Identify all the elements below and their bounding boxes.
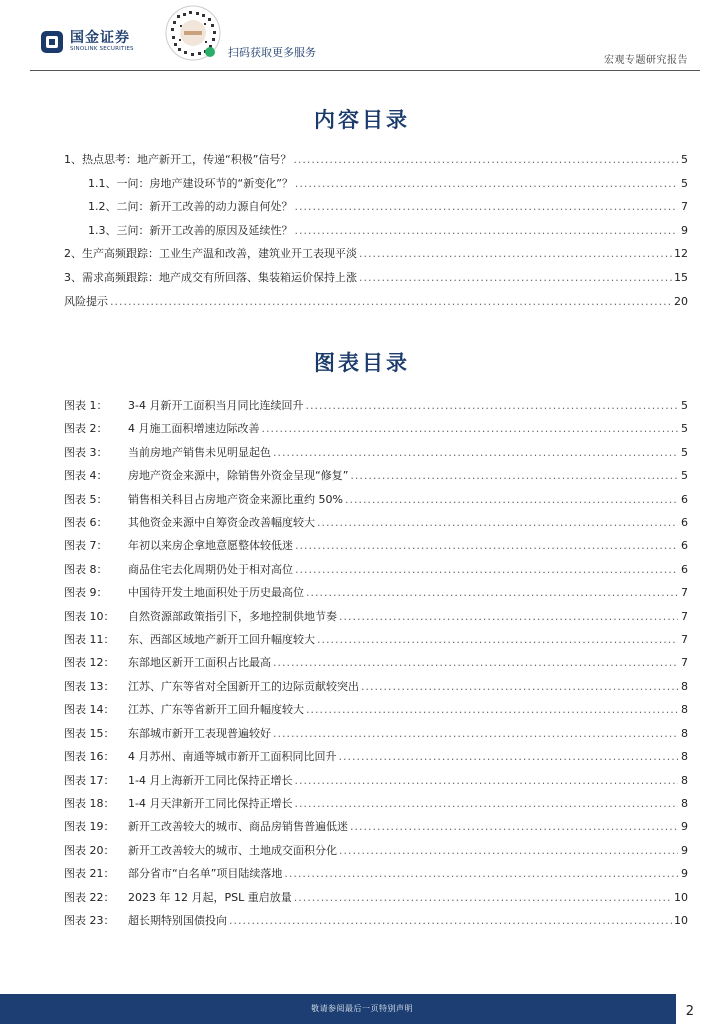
figures-entry-number: 图表 3： [64, 445, 108, 459]
figures-entry-text: 中国待开发土地面积处于历史最高位 [128, 586, 304, 600]
figures-entry-label [64, 581, 304, 604]
dot-leader [295, 195, 679, 219]
contents-entry-label: 1.2、二问：新开工改善的动力源自何处？ [88, 200, 293, 214]
figures-entry-label [64, 441, 271, 464]
figures-entry-text: 2023 年 12 月起，PSL 重启放量 [128, 890, 292, 904]
figures-entry-text: 超长期特别国债投向 [128, 913, 227, 927]
figures-entry-text: 其他资金来源中自筹资金改善幅度较大 [128, 516, 315, 530]
logo-mark-icon [40, 30, 64, 54]
figures-entry-text: 4 月施工面积增速边际改善 [128, 422, 260, 436]
figures-entry-text: 3-4 月新开工面积当月同比连续回升 [128, 399, 304, 412]
figures-entry[interactable] [64, 488, 688, 511]
figures-entry-label [64, 909, 227, 932]
figures-entry-number: 图表 23： [64, 913, 115, 927]
figures-entry-number: 图表 6： [64, 516, 108, 530]
figures-entry-label [64, 698, 304, 721]
figures-entry-number: 图表 20： [64, 843, 115, 857]
dot-leader [317, 628, 678, 651]
contents-entry[interactable] [64, 266, 688, 290]
figures-entry-text: 房地产资金来源中，除销售外资金呈现“修复” [128, 469, 349, 483]
figures-entry-label [64, 886, 292, 909]
figures-entry-text: 新开工改善较大的城市、土地成交面积分化 [128, 843, 337, 857]
figures-entry-label [64, 862, 282, 885]
figures-entry-page: 9 [681, 867, 688, 881]
figures-title: 图表目录 [314, 351, 410, 375]
dot-leader [294, 886, 672, 909]
figures-entry-text: 1-4 月上海新开工同比保持正增长 [128, 773, 293, 787]
figures-entry-label [64, 769, 292, 792]
contents-entry-page: 5 [681, 176, 688, 190]
dot-leader [339, 605, 678, 628]
figures-entry-text: 江苏、广东等省对全国新开工的边际贡献较突出 [128, 679, 359, 693]
figures-entry-page: 8 [681, 796, 688, 810]
figures-entry[interactable] [64, 909, 688, 932]
qr-caption: 扫码获取更多服务 [228, 46, 316, 59]
figures-entry[interactable] [64, 675, 688, 698]
figures-entry-number: 图表 11： [64, 633, 115, 647]
dot-leader [350, 815, 678, 838]
dot-leader [306, 581, 678, 604]
qr-code-icon [165, 5, 221, 61]
dot-leader [306, 698, 678, 721]
figures-entry[interactable] [64, 534, 688, 557]
figures-entry-number: 图表 16： [64, 750, 115, 764]
figures-entry-label [64, 511, 315, 534]
figures-entry-number: 图表 2： [64, 422, 108, 436]
figures-entry-label [64, 605, 337, 628]
figures-entry-label [64, 839, 337, 862]
contents-entry-label: 1.1、一问：房地产建设环节的“新变化”？ [88, 176, 293, 190]
figures-entry-label [64, 534, 293, 557]
figures-entry[interactable] [64, 511, 688, 534]
dot-leader [294, 792, 678, 815]
figures-entry-number: 图表 4： [64, 469, 108, 483]
figures-entry-page: 5 [681, 422, 688, 436]
dot-leader [345, 488, 678, 511]
figures-entry-label [64, 394, 303, 417]
figures-entry[interactable] [64, 698, 688, 721]
contents-entry-page: 7 [681, 200, 688, 214]
figures-entry-text: 4 月苏州、南通等城市新开工面积同比回升 [128, 750, 337, 764]
figures-entry-number: 图表 10： [64, 609, 115, 623]
figures-entry-text: 新开工改善较大的城市、商品房销售普遍低迷 [128, 820, 348, 834]
figures-entry-label [64, 675, 359, 698]
figures-entry-page: 7 [681, 586, 688, 600]
figures-entry-number: 图表 17： [64, 773, 115, 787]
figures-entry[interactable] [64, 605, 688, 628]
figures-entry-number: 图表 8： [64, 562, 108, 576]
figures-entry-number: 图表 14： [64, 703, 115, 717]
figures-entry-text: 东部地区新开工面积占比最高 [128, 656, 271, 670]
figures-entry[interactable] [64, 745, 688, 768]
dot-leader [359, 242, 672, 266]
figures-entry-page: 7 [681, 609, 688, 623]
dot-leader [295, 219, 679, 243]
figures-entry-number: 图表 13： [64, 679, 115, 693]
dot-leader [305, 394, 678, 417]
page-number: 2 [676, 1000, 704, 1024]
figures-entry-page: 8 [681, 703, 688, 717]
figures-entry-page: 6 [681, 492, 688, 506]
figures-entry[interactable] [64, 464, 688, 487]
figures-entry-page: 6 [681, 516, 688, 530]
brand-name-cn: 国金证券 [70, 30, 130, 46]
figures-entry-label [64, 651, 271, 674]
figures-entry-text: 商品住宅去化周期仍处于相对高位 [128, 562, 293, 576]
figures-entry-label [64, 722, 271, 745]
contents-entry[interactable] [64, 172, 688, 196]
figures-entry[interactable] [64, 558, 688, 581]
figures-entry-page: 6 [681, 539, 688, 553]
sinolink-logo [40, 30, 134, 54]
figures-entry-label [64, 815, 348, 838]
figures-entry-page: 8 [681, 726, 688, 740]
figures-entry-page: 9 [681, 843, 688, 857]
dot-leader [359, 266, 672, 290]
figures-entry-number: 图表 12： [64, 656, 115, 670]
figures-entry-page: 10 [674, 913, 688, 927]
figures-entry-label [64, 417, 260, 440]
dot-leader [361, 675, 678, 698]
contents-list [64, 148, 688, 313]
dot-leader [295, 558, 678, 581]
figures-entry-label [64, 792, 292, 815]
contents-entry-label: 1.3、三问：新开工改善的原因及延续性？ [88, 223, 293, 237]
figures-entry-label [64, 745, 337, 768]
figures-entry-label [64, 488, 343, 511]
figures-entry[interactable] [64, 862, 688, 885]
contents-entry[interactable] [64, 219, 688, 243]
figures-entry[interactable] [64, 581, 688, 604]
dot-leader [110, 290, 672, 314]
dot-leader [229, 909, 672, 932]
brand-name-en: SINOLINK SECURITIES [70, 46, 134, 52]
figures-entry[interactable] [64, 417, 688, 440]
dot-leader [339, 745, 679, 768]
figures-entry-text: 年初以来房企拿地意愿整体较低迷 [128, 539, 293, 553]
figures-entry-page: 8 [681, 679, 688, 693]
page-footer [0, 994, 724, 1024]
figures-entry-text: 当前房地产销售未见明显起色 [128, 445, 271, 459]
figures-entry[interactable] [64, 839, 688, 862]
figures-entry[interactable] [64, 886, 688, 909]
figures-entry-label [64, 628, 315, 651]
contents-entry-page: 15 [674, 270, 688, 284]
dot-leader [262, 417, 679, 440]
report-type-label: 宏观专题研究报告 [604, 55, 688, 66]
contents-entry-page: 12 [674, 247, 688, 261]
dot-leader [273, 722, 678, 745]
dot-leader [350, 464, 678, 487]
figures-entry-number: 图表 21： [64, 867, 115, 881]
figures-entry-page: 5 [681, 445, 688, 459]
figures-entry[interactable] [64, 628, 688, 651]
dot-leader [294, 769, 678, 792]
figures-entry[interactable] [64, 769, 688, 792]
page-header [0, 0, 724, 72]
figures-entry[interactable] [64, 441, 688, 464]
figures-entry-page: 7 [681, 656, 688, 670]
dot-leader [293, 148, 678, 172]
dot-leader [295, 534, 678, 557]
figures-entry-text: 自然资源部政策指引下，多地控制供地节奏 [128, 609, 337, 623]
figures-entry-number: 图表 18： [64, 796, 115, 810]
contents-entry-label: 1、热点思考：地产新开工，传递“积极”信号？ [64, 153, 292, 166]
figures-list [64, 394, 688, 932]
figures-entry-number: 图表 7： [64, 539, 108, 553]
dot-leader [284, 862, 678, 885]
figures-entry-text: 江苏、广东等省新开工回升幅度较大 [128, 703, 304, 717]
figures-entry-label [64, 464, 348, 487]
figures-entry-page: 8 [681, 750, 688, 764]
figures-entry-text: 1-4 月天津新开工同比保持正增长 [128, 796, 293, 810]
figures-entry-page: 9 [681, 820, 688, 834]
figures-entry-page: 6 [681, 562, 688, 576]
figures-entry-page: 8 [681, 773, 688, 787]
figures-entry-number: 图表 19： [64, 820, 115, 834]
dot-leader [339, 839, 678, 862]
contents-entry-label: 风险提示 [64, 294, 108, 308]
contents-entry-page: 5 [681, 153, 688, 166]
contents-entry-page: 20 [674, 294, 688, 308]
contents-title: 内容目录 [314, 108, 410, 132]
figures-entry-label [64, 558, 293, 581]
figures-entry[interactable] [64, 394, 688, 417]
dot-leader [273, 651, 678, 674]
dot-leader [295, 172, 678, 196]
figures-entry-number: 图表 5： [64, 492, 108, 506]
figures-entry-page: 5 [681, 399, 688, 412]
footer-disclaimer: 敬请参阅最后一页特别声明 [311, 1004, 413, 1013]
dot-leader [317, 511, 678, 534]
figures-entry-text: 东、西部区域地产新开工回升幅度较大 [128, 633, 315, 647]
figures-entry[interactable] [64, 815, 688, 838]
dot-leader [273, 441, 678, 464]
header-divider [30, 70, 700, 71]
figures-entry-page: 7 [681, 633, 688, 647]
figures-entry[interactable] [64, 792, 688, 815]
contents-entry-label: 2、生产高频跟踪：工业生产温和改善，建筑业开工表现平淡 [64, 247, 357, 261]
figures-entry[interactable] [64, 651, 688, 674]
contents-entry-label: 3、需求高频跟踪：地产成交有所回落、集装箱运价保持上涨 [64, 270, 357, 284]
figures-entry-text: 部分省市“白名单”项目陆续落地 [128, 867, 283, 881]
figures-entry-number: 图表 1： [64, 399, 108, 412]
figures-entry-text: 销售相关科目占房地产资金来源比重约 50% [128, 492, 343, 506]
contents-entry[interactable] [64, 290, 688, 314]
figures-entry-number: 图表 22： [64, 890, 115, 904]
figures-entry[interactable] [64, 722, 688, 745]
contents-entry[interactable] [64, 242, 688, 266]
contents-entry[interactable] [64, 148, 688, 172]
contents-entry[interactable] [64, 195, 688, 219]
figures-entry-number: 图表 9： [64, 586, 108, 600]
figures-entry-page: 10 [674, 890, 688, 904]
contents-entry-page: 9 [681, 223, 688, 237]
figures-entry-page: 5 [681, 469, 688, 483]
figures-entry-text: 东部城市新开工表现普遍较好 [128, 726, 271, 740]
figures-entry-number: 图表 15： [64, 726, 115, 740]
